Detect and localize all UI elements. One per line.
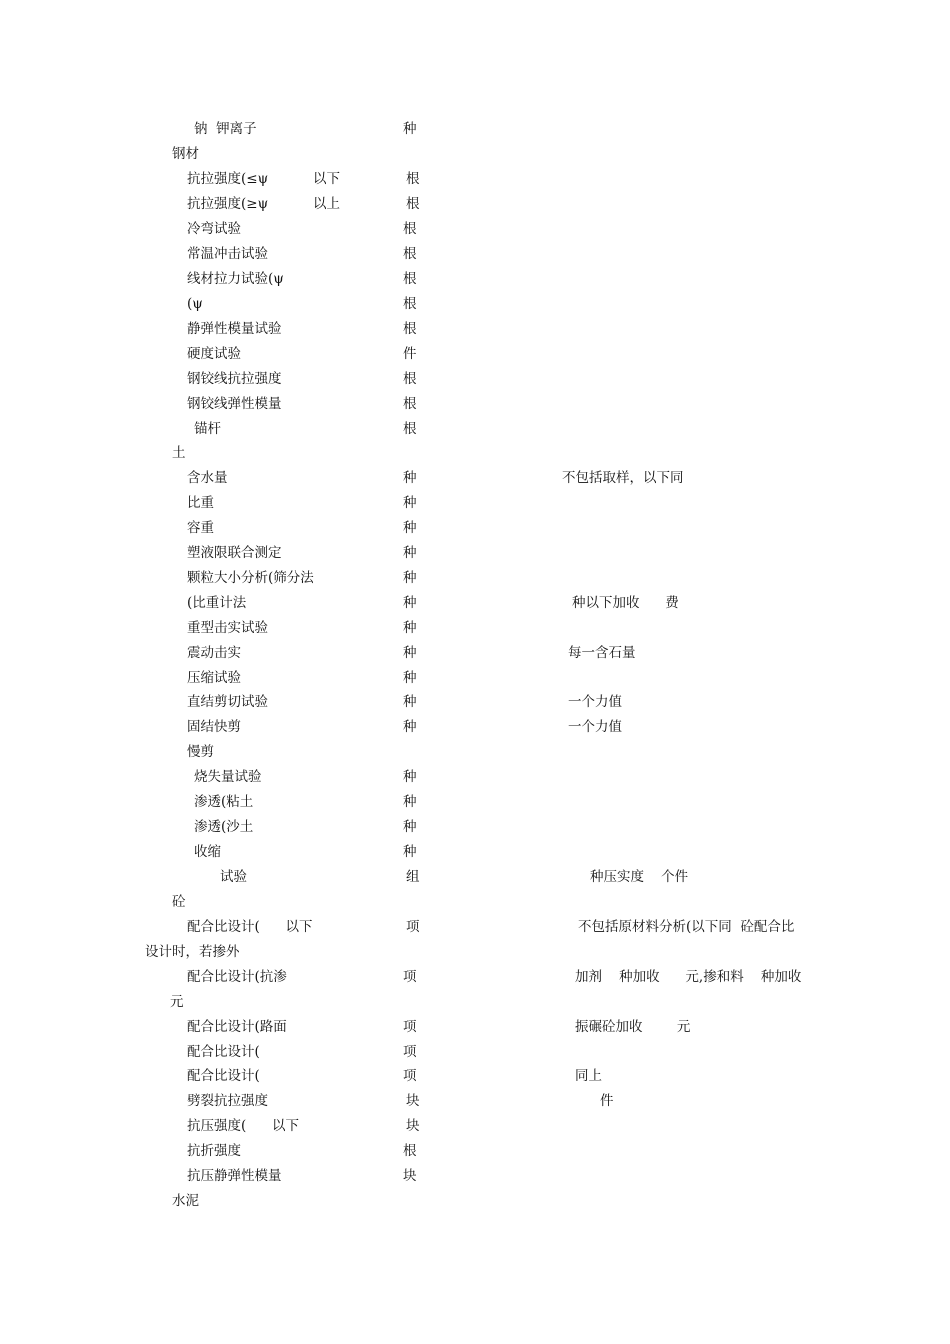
unit-label: 种	[403, 570, 417, 586]
document-line	[0, 593, 950, 613]
item-label: 抗折强度	[187, 1143, 241, 1159]
item-label: 抗拉强度(≥ψ	[187, 196, 269, 212]
unit-label: 项	[406, 919, 420, 935]
unit-label: 根	[403, 421, 417, 437]
document-line	[0, 518, 950, 538]
item-label: 重型击实试验	[187, 620, 268, 636]
unit-label: 项	[403, 1044, 417, 1060]
unit-label: 种	[403, 670, 417, 686]
item-label: 配合比设计(	[187, 1044, 260, 1060]
item-label: 水泥	[172, 1193, 199, 1209]
unit-label: 种	[403, 495, 417, 511]
unit-label: 根	[403, 396, 417, 412]
unit-label: 件	[403, 346, 417, 362]
note-text: 不包括原材料分析(以下同 砼配合比	[578, 919, 795, 935]
unit-label: 种	[403, 819, 417, 835]
document-line	[0, 369, 950, 389]
item-label: 抗压静弹性模量	[187, 1168, 282, 1184]
item-label: 抗拉强度(≤ψ	[187, 171, 269, 187]
document-line	[0, 917, 950, 937]
document-line	[0, 992, 950, 1012]
unit-label: 块	[403, 1168, 417, 1184]
item-label: 塑液限联合测定	[187, 545, 282, 561]
item-label: 线材拉力试验(ψ	[187, 271, 284, 287]
unit-label: 种	[403, 595, 417, 611]
document-line	[0, 269, 950, 289]
document-line	[0, 219, 950, 239]
document-line	[0, 194, 950, 214]
item-range: 以上	[313, 196, 340, 212]
document-line	[0, 767, 950, 787]
item-label: 静弹性模量试验	[187, 321, 282, 337]
item-label: 钢铰线抗拉强度	[187, 371, 282, 387]
unit-label: 根	[403, 371, 417, 387]
item-label: 冷弯试验	[187, 221, 241, 237]
note-text: 种压实度 个件	[590, 869, 689, 885]
note-text: 种以下加收 费	[572, 595, 679, 611]
unit-label: 种	[403, 794, 417, 810]
note-text: 振碾砼加收 元	[575, 1019, 691, 1035]
note-text: 每一含石量	[568, 645, 636, 661]
item-label: 试验	[220, 869, 247, 885]
item-label: 配合比设计(抗渗	[187, 969, 287, 985]
item-label: 比重	[187, 495, 214, 511]
unit-label: 根	[403, 1143, 417, 1159]
document-line	[0, 543, 950, 563]
unit-label: 种	[403, 769, 417, 785]
unit-label: 根	[403, 321, 417, 337]
document-line	[0, 468, 950, 488]
item-label: 土	[172, 445, 186, 461]
item-label: 配合比设计(路面	[187, 1019, 287, 1035]
item-label: 元	[170, 994, 184, 1010]
document-line	[0, 1091, 950, 1111]
unit-label: 种	[403, 620, 417, 636]
unit-label: 种	[403, 520, 417, 536]
unit-label: 种	[403, 545, 417, 561]
document-line	[0, 867, 950, 887]
item-label: 砼	[172, 894, 186, 910]
unit-label: 种	[403, 121, 417, 137]
unit-label: 项	[403, 969, 417, 985]
item-label: 固结快剪	[187, 719, 241, 735]
note-text: 件	[600, 1093, 614, 1109]
item-label: 劈裂抗拉强度	[187, 1093, 268, 1109]
document-line	[0, 443, 950, 463]
item-label: 烧失量试验	[194, 769, 262, 785]
item-label: 颗粒大小分析(筛分法	[187, 570, 314, 586]
unit-label: 项	[403, 1068, 417, 1084]
document-line	[0, 419, 950, 439]
item-label: 压缩试验	[187, 670, 241, 686]
item-label: 锚杆	[194, 421, 221, 437]
item-label: 常温冲击试验	[187, 246, 268, 262]
unit-label: 种	[403, 844, 417, 860]
document-line	[0, 319, 950, 339]
document-line	[0, 1042, 950, 1062]
document-line	[0, 568, 950, 588]
note-text: 加剂 种加收 元,掺和料 种加收	[575, 969, 802, 985]
document-line	[0, 244, 950, 264]
document-line	[0, 119, 950, 139]
document-line	[0, 717, 950, 737]
document-line	[0, 742, 950, 762]
note-text: 一个力值	[568, 694, 622, 710]
item-label: 含水量	[187, 470, 228, 486]
unit-label: 根	[403, 271, 417, 287]
unit-label: 项	[403, 1019, 417, 1035]
document-line	[0, 394, 950, 414]
item-label: 硬度试验	[187, 346, 241, 362]
item-label: 抗压强度( 以下	[187, 1118, 300, 1134]
document-line	[0, 344, 950, 364]
unit-label: 种	[403, 470, 417, 486]
document-line	[0, 668, 950, 688]
unit-label: 根	[406, 196, 420, 212]
unit-label: 种	[403, 694, 417, 710]
unit-label: 组	[406, 869, 420, 885]
document-line	[0, 169, 950, 189]
document-line	[0, 967, 950, 987]
item-label: (ψ	[187, 296, 203, 312]
document-line	[0, 1066, 950, 1086]
unit-label: 根	[406, 171, 420, 187]
note-text: 不包括取样，以下同	[562, 470, 684, 486]
unit-label: 根	[403, 296, 417, 312]
item-label: 慢剪	[187, 744, 214, 760]
document-line	[0, 144, 950, 164]
item-label: 震动击实	[187, 645, 241, 661]
unit-label: 根	[403, 246, 417, 262]
note-text: 一个力值	[568, 719, 622, 735]
document-line	[0, 493, 950, 513]
unit-label: 块	[406, 1093, 420, 1109]
document-line	[0, 842, 950, 862]
item-label: 配合比设计( 以下	[187, 919, 313, 935]
item-label: 钠 钾离子	[194, 121, 257, 137]
document-line	[0, 1166, 950, 1186]
item-label: 收缩	[194, 844, 221, 860]
document-line	[0, 294, 950, 314]
document-line	[0, 1141, 950, 1161]
unit-label: 种	[403, 719, 417, 735]
note-text: 同上	[575, 1068, 602, 1084]
document-line	[0, 942, 950, 962]
document-line	[0, 643, 950, 663]
document-line	[0, 692, 950, 712]
item-label: 直结剪切试验	[187, 694, 268, 710]
unit-label: 种	[403, 645, 417, 661]
document-line	[0, 817, 950, 837]
item-label: 容重	[187, 520, 214, 536]
item-label: 配合比设计(	[187, 1068, 260, 1084]
item-label: 钢材	[172, 146, 199, 162]
item-range: 以下	[313, 171, 340, 187]
document-line	[0, 892, 950, 912]
item-label: 渗透(沙土	[194, 819, 254, 835]
document-line	[0, 618, 950, 638]
item-label: 设计时，若掺外	[145, 944, 240, 960]
document-line	[0, 792, 950, 812]
document-line	[0, 1191, 950, 1211]
unit-label: 根	[403, 221, 417, 237]
item-label: (比重计法	[187, 595, 247, 611]
item-label: 钢铰线弹性模量	[187, 396, 282, 412]
unit-label: 块	[406, 1118, 420, 1134]
document-line	[0, 1116, 950, 1136]
document-line	[0, 1017, 950, 1037]
item-label: 渗透(粘土	[194, 794, 254, 810]
